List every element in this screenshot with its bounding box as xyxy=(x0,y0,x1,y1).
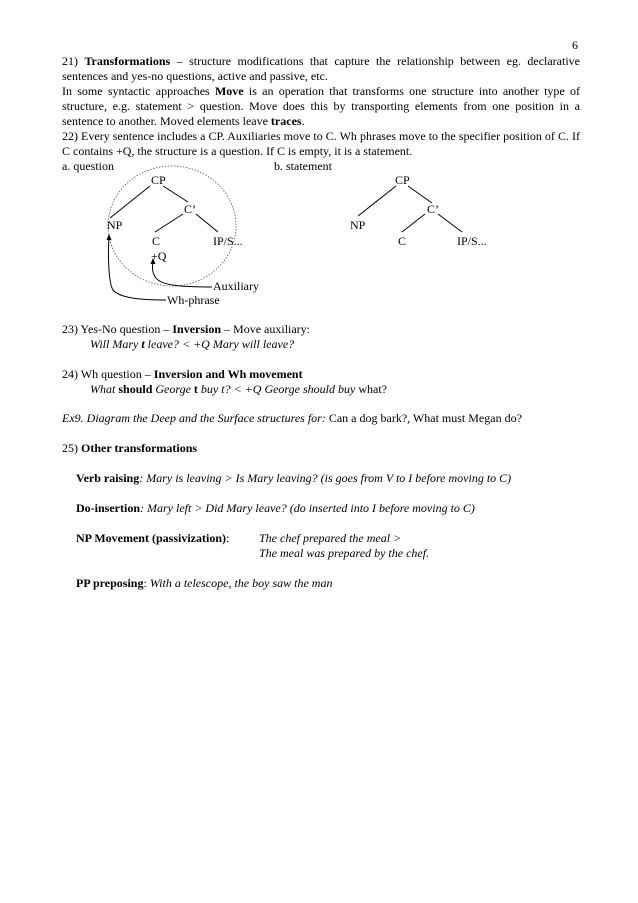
pp-preposing-example: With a telescope, the boy saw the man xyxy=(149,576,333,590)
tree-a-cp: CP xyxy=(151,173,166,187)
pp-preposing-term: PP preposing xyxy=(76,576,144,590)
section-21-number: 21) xyxy=(62,54,85,68)
s23-inversion: Inversion xyxy=(172,322,222,336)
exercise-9-items: Can a dog bark?, What must Megan do? xyxy=(328,411,522,425)
move-text-c: . xyxy=(301,114,305,128)
np-movement-example-1: The chef prepared the meal > xyxy=(259,531,402,545)
pp-preposing-colon: : xyxy=(143,576,150,590)
label-statement: b. statement xyxy=(274,159,332,173)
tree-b-cp: CP xyxy=(395,173,410,187)
s24-term: Inversion and Wh movement xyxy=(153,367,303,381)
s24-example-rest: buy t? < +Q George should buy xyxy=(197,382,359,396)
s24-trace: t xyxy=(193,382,198,396)
s24-should: should xyxy=(118,382,153,396)
move-term: Move xyxy=(214,84,244,98)
section-23-example xyxy=(62,337,608,352)
tree-b-ip: IP/S... xyxy=(457,234,487,248)
auxiliary-arrow xyxy=(152,262,212,287)
tree-b-branch-cp-np xyxy=(358,186,396,216)
s24-george: George xyxy=(152,382,194,396)
tree-b-branch-cbar-c xyxy=(402,214,425,232)
section-21-definition: – structure modifications that capture the relationship between eg. declarative sentences and yes-no questions, active and passive, etc. xyxy=(62,54,581,83)
section-23 xyxy=(62,322,580,337)
verb-raising xyxy=(62,471,594,486)
tree-a-np: NP xyxy=(107,218,123,232)
tree-a-auxiliary: Auxiliary xyxy=(213,279,259,293)
traces-term: traces xyxy=(270,114,302,128)
s23-text-a: 23) Yes-No question – xyxy=(62,322,173,336)
tree-b-np: NP xyxy=(350,218,366,232)
page-number: 6 xyxy=(572,38,578,52)
s23-example-b: leave? < +Q Mary will leave? xyxy=(144,337,295,351)
tree-b-cbar: C’ xyxy=(427,202,439,216)
syntax-trees xyxy=(0,0,638,320)
pp-preposing xyxy=(62,576,594,591)
tree-b-branch-cbar-ip xyxy=(438,214,462,232)
section-25 xyxy=(62,441,580,456)
s25-number: 25) xyxy=(62,441,81,455)
tree-a-q: +Q xyxy=(151,249,167,263)
do-insertion-term: Do-insertion xyxy=(76,501,140,515)
tree-a-ip: IP/S... xyxy=(213,234,243,248)
section-24 xyxy=(62,367,580,382)
tree-a-branch-cp-np xyxy=(110,186,150,218)
tree-a-branch-cbar-ip xyxy=(196,214,218,232)
tree-a-branch-cbar-c xyxy=(155,214,183,232)
s25-title: Other transformations xyxy=(81,441,198,455)
np-movement-colon: : xyxy=(225,531,230,545)
np-movement-example-2: The meal was prepared by the chef. xyxy=(259,546,430,560)
section-21-term: Transformations xyxy=(84,54,171,68)
section-24-example xyxy=(62,382,608,397)
s24-what-end: what? xyxy=(358,382,387,396)
s23-text-c: – Move auxiliary: xyxy=(221,322,311,336)
s24-text-a: 24) Wh question – xyxy=(62,367,154,381)
s23-example-a: Will Mary xyxy=(90,337,142,351)
do-insertion-example: : Mary left > Did Mary leave? (do inserted into I before moving to C) xyxy=(140,501,475,515)
tree-a-wh-phrase: Wh-phrase xyxy=(167,293,220,307)
tree-a-c: C xyxy=(152,234,161,248)
tree-a-branch-cp-cbar xyxy=(163,186,188,202)
tree-a-cbar: C’ xyxy=(184,202,196,216)
verb-raising-term: Verb raising xyxy=(76,471,140,485)
move-text-b: is an operation that transforms one structure into another type of structure, e.g. statement > question. Move does this by transporting elements from one position in a sentence to another. Moved elements leave xyxy=(62,84,580,128)
wh-phrase-arrowhead xyxy=(107,234,112,240)
s23-trace: t xyxy=(141,337,145,351)
move-text-a: In some syntactic approaches xyxy=(62,84,215,98)
cp-dotted-circle xyxy=(108,166,236,286)
exercise-9 xyxy=(62,411,580,426)
label-question: a. question xyxy=(62,159,114,173)
verb-raising-example: : Mary is leaving > Is Mary leaving? (is goes from V to I before moving to C) xyxy=(139,471,512,485)
tree-b-c: C xyxy=(398,234,407,248)
tree-b-branch-cp-cbar xyxy=(408,186,432,203)
np-movement-term: NP Movement (passivization) xyxy=(76,531,226,545)
s24-what-front: What xyxy=(90,382,119,396)
section-22: 22) Every sentence includes a CP. Auxiliaries move to C. Wh phrases move to the specifier position of C. If C contains +Q, the structure is a question. If C is empty, it is a statement. xyxy=(62,129,580,158)
exercise-9-prompt: Ex9. Diagram the Deep and the Surface structures for: xyxy=(62,411,329,425)
do-insertion xyxy=(62,501,594,516)
